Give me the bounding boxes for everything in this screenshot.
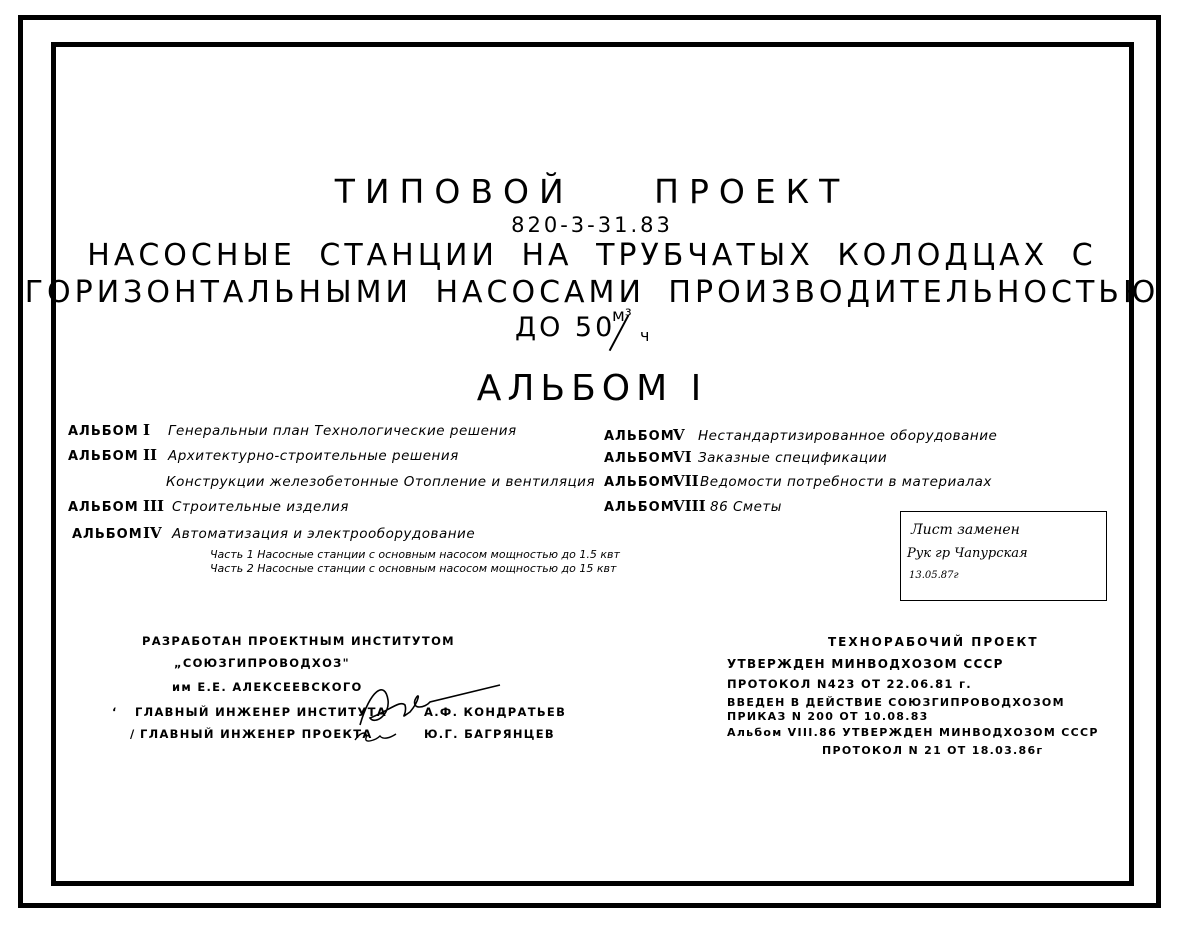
- chief-institute-role: ГЛАВНЫЙ ИНЖЕНЕР ИНСТИТУТА: [135, 705, 387, 719]
- replacement-stamp: [900, 511, 1107, 601]
- project-code: 820-3-31.83: [511, 213, 673, 237]
- signature-image: [350, 670, 510, 750]
- chief-project-name: Ю.Г. БАГРЯНЦЕВ: [424, 727, 555, 741]
- album-iv-part-2: Часть 2 Насосные станции с основным насосом мощностью до 15 квт: [210, 562, 617, 575]
- album-description: Строительные изделия: [172, 499, 349, 515]
- album-title: АЛЬБОМ I: [476, 368, 708, 409]
- album-description: Архитектурно-строительные решения: [168, 448, 459, 464]
- album-label: АЛЬБОМ: [604, 451, 675, 466]
- album-label: АЛЬБОМ: [68, 424, 139, 439]
- subtitle-line-1: НАСОСНЫЕ СТАНЦИИ НА ТРУБЧАТЫХ КОЛОДЦАХ С: [87, 238, 1097, 273]
- approval-line-6: ПРОТОКОЛ N 21 ОТ 18.03.86г: [822, 744, 1044, 757]
- inner-border: [51, 42, 1134, 886]
- album-description: Нестандартизированное оборудование: [698, 428, 998, 444]
- chief-institute-name: А.Ф. КОНДРАТЬЕВ: [424, 705, 567, 719]
- stamp-line-1: Лист заменен: [911, 522, 1020, 538]
- album-number: VIII: [673, 497, 706, 515]
- stamp-line-2: Рук гр Чапурская: [907, 546, 1028, 561]
- album-number: III: [143, 497, 165, 515]
- album-number: IV: [143, 524, 162, 542]
- capacity-unit-numerator: м³: [612, 306, 632, 326]
- album-label: АЛЬБОМ: [68, 500, 139, 515]
- developer-line-3: им Е.Е. АЛЕКСЕЕВСКОГО: [172, 680, 363, 694]
- approval-heading: ТЕХНОРАБОЧИЙ ПРОЕКТ: [828, 635, 1039, 649]
- subtitle-line-2: ГОРИЗОНТАЛЬНЫМИ НАСОСАМИ ПРОИЗВОДИТЕЛЬНОСТЬЮ: [24, 275, 1160, 310]
- chief-project-role: ГЛАВНЫЙ ИНЖЕНЕР ПРОЕКТА: [140, 727, 373, 741]
- album-label: АЛЬБОМ: [604, 429, 675, 444]
- album-number: VI: [673, 448, 692, 466]
- developer-line-2: „СОЮЗГИПРОВОДХОЗ": [174, 656, 350, 670]
- slash-mark: /: [130, 727, 136, 741]
- album-number: VII: [673, 472, 699, 490]
- album-description: 86 Сметы: [710, 499, 782, 515]
- approval-line-4: ПРИКАЗ N 200 ОТ 10.08.83: [727, 710, 929, 723]
- approval-line-2: ПРОТОКОЛ N423 ОТ 22.06.81 г.: [727, 677, 972, 691]
- album-label: АЛЬБОМ: [604, 500, 675, 515]
- album-description: Ведомости потребности в материалах: [700, 474, 992, 490]
- album-iv-part-1: Часть 1 Насосные станции с основным насосом мощностью до 1.5 квт: [210, 548, 620, 561]
- developer-line-1: РАЗРАБОТАН ПРОЕКТНЫМ ИНСТИТУТОМ: [142, 634, 455, 648]
- album-label: АЛЬБОМ: [604, 475, 675, 490]
- approval-line-5: Альбом VIII.86 УТВЕРЖДЕН МИНВОДХОЗОМ СССР: [727, 726, 1099, 739]
- album-label: АЛЬБОМ: [68, 449, 139, 464]
- stamp-line-3: 13.05.87г: [909, 570, 959, 581]
- album-description: Заказные спецификации: [698, 450, 888, 466]
- slash-mark: ‘: [112, 705, 118, 719]
- capacity-value: ДО 50: [515, 312, 616, 343]
- album-number: II: [143, 446, 158, 464]
- capacity-unit-denominator: ч: [640, 326, 650, 345]
- approval-line-3: ВВЕДЕН В ДЕЙСТВИЕ СОЮЗГИПРОВОДХОЗОМ: [727, 696, 1065, 709]
- album-number: I: [143, 421, 151, 439]
- album-label: АЛЬБОМ: [72, 527, 143, 542]
- album-description: Генеральныи план Технологические решения: [168, 423, 517, 439]
- album-description: Автоматизация и электрооборудование: [172, 526, 476, 542]
- album-number: V: [673, 426, 685, 444]
- approval-line-1: УТВЕРЖДЕН МИНВОДХОЗОМ СССР: [727, 657, 1004, 671]
- album-description: Конструкции железобетонные Отопление и вентиляция: [166, 474, 596, 490]
- title-typical-project: ТИПОВОЙ ПРОЕКТ: [334, 172, 850, 211]
